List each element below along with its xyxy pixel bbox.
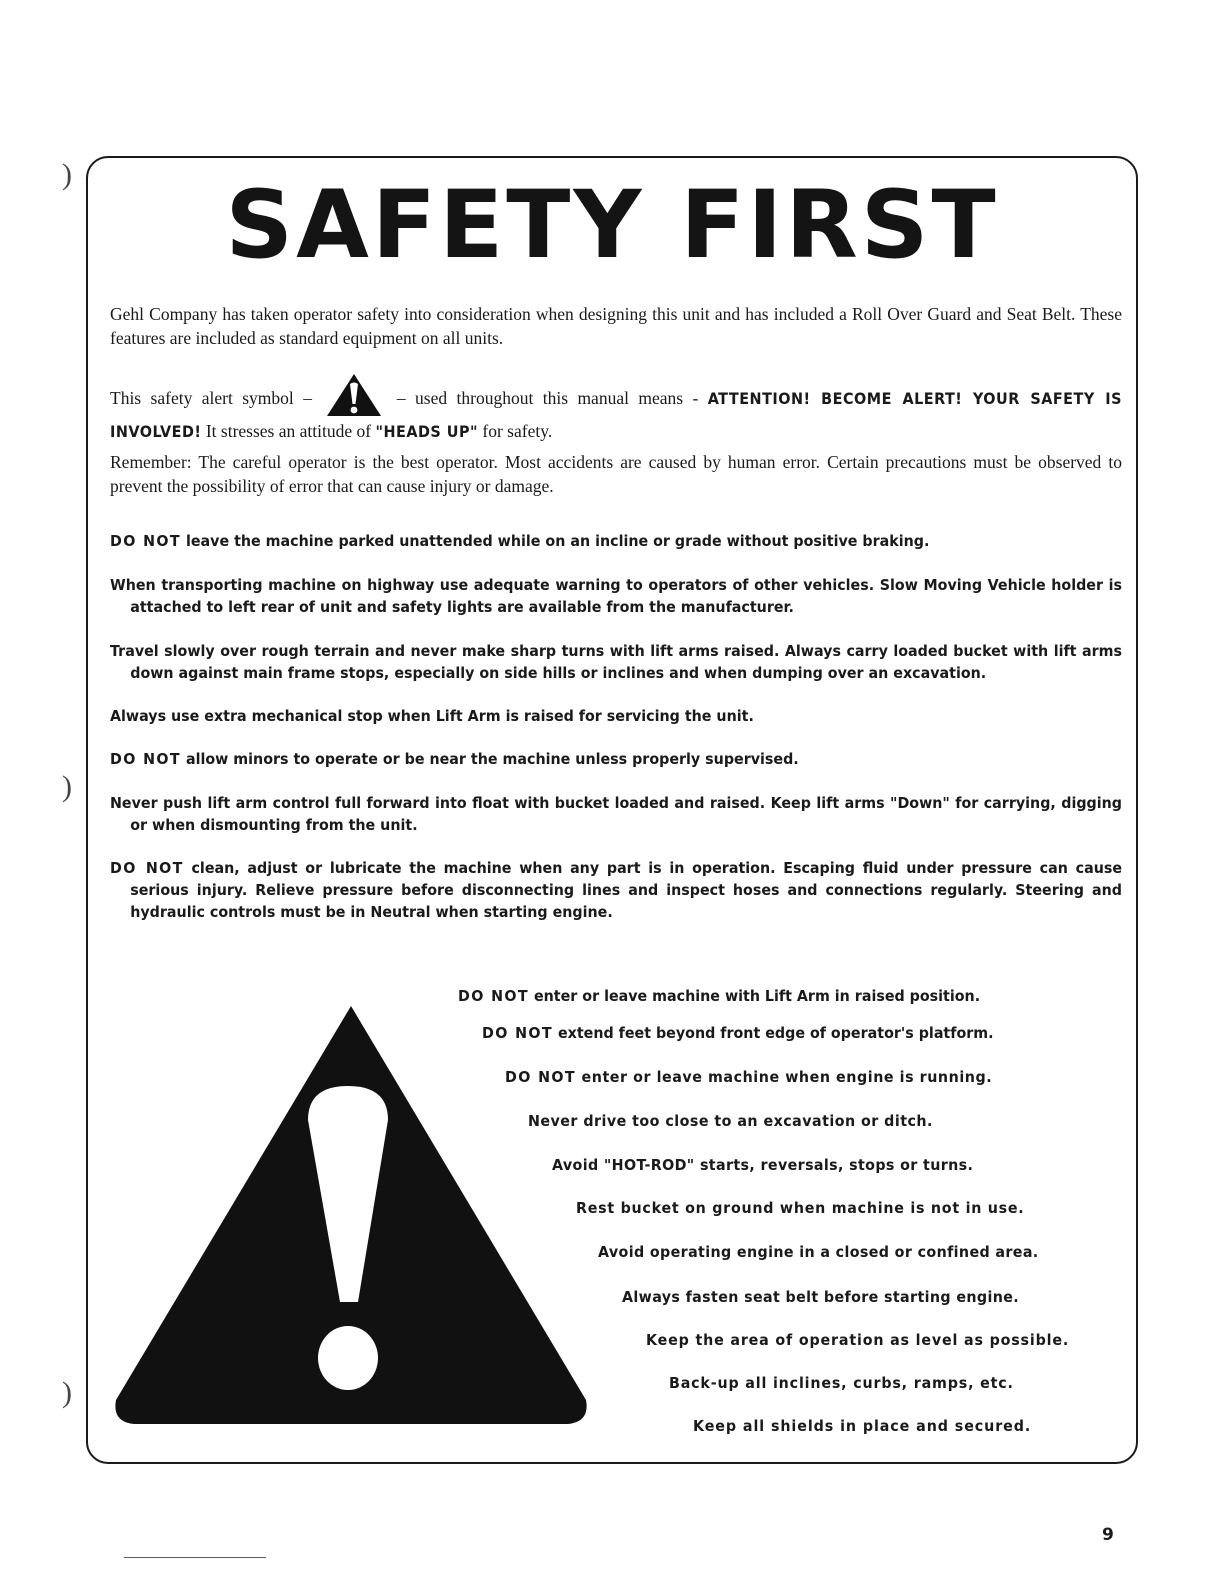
alert-paragraph <box>110 372 1122 445</box>
bottom-divider <box>124 1557 266 1558</box>
safety-alert-icon <box>325 372 383 418</box>
binder-hole-middle: ) <box>62 770 72 803</box>
staircase-item: DO NOT enter or leave machine with Lift Arm in raised position. <box>458 987 981 1005</box>
rule-item: DO NOT clean, adjust or lubricate the machine when any part is in operation. Escaping fluid under pressure can cause serious injury. Relieve pressure before disconnecting lines and inspect hoses and connections regularly. Steering and hydraulic controls must be in Neutral when starting engine. <box>110 859 1123 921</box>
staircase-item: Always fasten seat belt before starting engine. <box>622 1288 1020 1306</box>
rule-item: Always use extra mechanical stop when Lift Arm is raised for servicing the unit. <box>110 707 754 725</box>
alert-tail-after: for safety. <box>482 421 553 441</box>
alert-text-before: This safety alert symbol – <box>110 388 312 408</box>
page-number: 9 <box>1102 1525 1114 1545</box>
rule-item: When transporting machine on highway use adequate warning to operators of other vehicles. Slow Moving Vehicle holder is attached to left rear of unit and safety lights are available from the manufacturer. <box>110 576 1122 616</box>
page-title: SAFETY FIRST <box>225 171 999 280</box>
staircase-item: Avoid "HOT-ROD" starts, reversals, stops or turns. <box>552 1156 974 1174</box>
binder-hole-top: ) <box>62 158 72 191</box>
rule-item: DO NOT allow minors to operate or be near the machine unless properly supervised. <box>110 750 799 768</box>
staircase-item: Never drive too close to an excavation or ditch. <box>528 1112 933 1130</box>
staircase-item: Rest bucket on ground when machine is not in use. <box>576 1199 1025 1217</box>
staircase-item: DO NOT enter or leave machine when engine is running. <box>505 1068 993 1086</box>
remember-paragraph: Remember: The careful operator is the best operator. Most accidents are caused by human error. Certain precautions must be observed to prevent the possibility of error that can cause injury or damage. <box>110 452 1122 496</box>
rule-item: Travel slowly over rough terrain and never make sharp turns with lift arms raised. Always carry loaded bucket with lift arms down against main frame stops, especially on side hills or inclines and when dumping over an excavation. <box>110 642 1122 682</box>
staircase-item: DO NOT extend feet beyond front edge of operator's platform. <box>482 1024 994 1042</box>
alert-emphasis: ATTENTION! BECOME ALERT! YOUR SAFETY IS INVOLVED! <box>110 389 1123 441</box>
alert-text-after: – used throughout this manual means - <box>396 388 699 408</box>
staircase-item: Avoid operating engine in a closed or confined area. <box>598 1243 1039 1261</box>
staircase-item: Keep the area of operation as level as possible. <box>646 1331 1070 1349</box>
heads-up-label: "HEADS UP" <box>375 422 479 441</box>
warning-triangle-icon <box>112 1000 590 1428</box>
alert-tail-before: It stresses an attitude of <box>205 421 372 441</box>
staircase-item: Keep all shields in place and secured. <box>693 1417 1032 1435</box>
rule-item: DO NOT leave the machine parked unattended while on an incline or grade without positive braking. <box>110 532 930 550</box>
binder-hole-bottom: ) <box>62 1376 72 1409</box>
staircase-item: Back-up all inclines, curbs, ramps, etc. <box>669 1374 1014 1392</box>
intro-paragraph: Gehl Company has taken operator safety into consideration when designing this unit and has included a Roll Over Guard and Seat Belt. These features are included as standard equipment on all units. <box>110 304 1122 348</box>
rule-item: Never push lift arm control full forward into float with bucket loaded and raised. Keep lift arms "Down" for carrying, digging or when dismounting from the unit. <box>110 794 1122 834</box>
